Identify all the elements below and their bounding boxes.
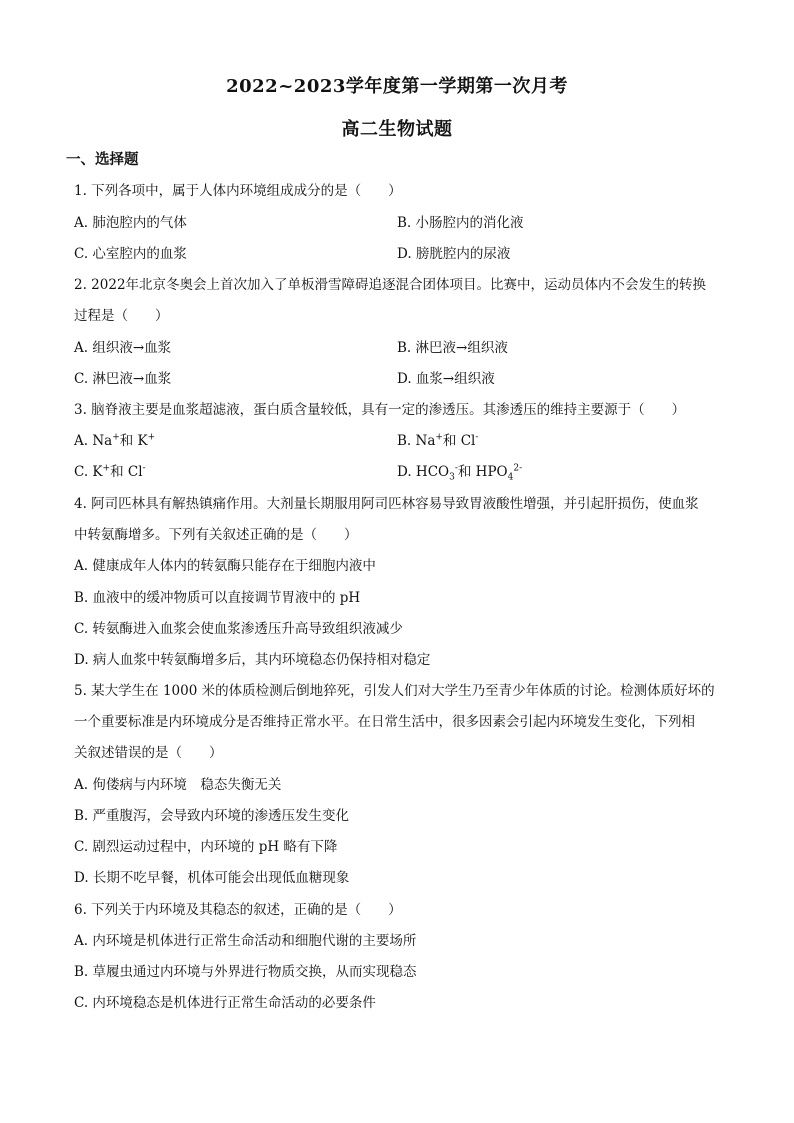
q2-option-a: A. 组织液→血浆 bbox=[74, 340, 172, 356]
q3-option-c: C. K+和 Cl- bbox=[74, 463, 146, 480]
q5-option-a: A. 佝偻病与内环境 稳态失衡无关 bbox=[74, 777, 282, 793]
q5-option-b: B. 严重腹泻，会导致内环境的渗透压发生变化 bbox=[74, 808, 350, 824]
q6-option-b: B. 草履虫通过内环境与外界进行物质交换，从而实现稳态 bbox=[74, 964, 417, 980]
q4-option-a: A. 健康成年人体内的转氨酶只能存在于细胞内液中 bbox=[74, 558, 376, 574]
q1-option-b: B. 小肠腔内的消化液 bbox=[397, 215, 524, 231]
section-heading: 一、选择题 bbox=[66, 151, 139, 168]
q4-option-c: C. 转氨酶进入血浆会使血浆渗透压升高导致组织液减少 bbox=[74, 621, 403, 637]
question-5-stem-line-1: 5. 某大学生在 1000 米的体质检测后倒地猝死，引发人们对大学生乃至青少年体质的讨论。检测体质好坏的 bbox=[74, 683, 715, 699]
q1-option-d: D. 膀胱腔内的尿液 bbox=[397, 246, 511, 262]
question-5-stem-line-2: 一个重要标准是内环境成分是否维持正常水平。在日常生活中，很多因素会引起内环境发生变化，下列相 bbox=[74, 714, 695, 730]
exam-title: 2022~2023学年度第一学期第一次月考 bbox=[226, 76, 568, 97]
q1-option-a: A. 肺泡腔内的气体 bbox=[74, 215, 187, 231]
q5-option-d: D. 长期不吃早餐，机体可能会出现低血糖现象 bbox=[74, 870, 350, 886]
question-5-stem-line-3: 关叙述错误的是（ ） bbox=[74, 745, 223, 761]
question-1-stem: 1. 下列各项中，属于人体内环境组成成分的是（ ） bbox=[74, 183, 402, 199]
question-2-stem-line-1: 2. 2022年北京冬奥会上首次加入了单板滑雪障碍追逐混合团体项目。比赛中，运动员体内不会发生的转换 bbox=[74, 277, 707, 293]
question-3-stem: 3. 脑脊液主要是血浆超滤液，蛋白质含量较低，具有一定的渗透压。其渗透压的维持主要源于（ ） bbox=[74, 402, 686, 418]
q5-option-c: C. 剧烈运动过程中，内环境的 pH 略有下降 bbox=[74, 839, 338, 855]
q1-option-c: C. 心室腔内的血浆 bbox=[74, 246, 187, 262]
exam-subtitle: 高二生物试题 bbox=[341, 119, 453, 140]
q4-option-d: D. 病人血浆中转氨酶增多后，其内环境稳态仍保持相对稳定 bbox=[74, 652, 431, 668]
q2-option-d: D. 血浆→组织液 bbox=[397, 371, 495, 387]
q4-option-b: B. 血液中的缓冲物质可以直接调节胃液中的 pH bbox=[74, 590, 361, 606]
q3-option-b: B. Na+和 Cl- bbox=[397, 432, 479, 449]
q6-option-a: A. 内环境是机体进行正常生命活动和细胞代谢的主要场所 bbox=[74, 933, 417, 949]
question-2-stem-line-2: 过程是（ ） bbox=[74, 308, 169, 324]
question-4-stem-line-1: 4. 阿司匹林具有解热镇痛作用。大剂量长期服用阿司匹林容易导致胃液酸性增强，并引起肝损伤，使血浆 bbox=[74, 496, 699, 512]
question-4-stem-line-2: 中转氨酶增多。下列有关叙述正确的是（ ） bbox=[74, 527, 358, 543]
question-6-stem: 6. 下列关于内环境及其稳态的叙述，正确的是（ ） bbox=[74, 902, 402, 918]
q2-option-c: C. 淋巴液→血浆 bbox=[74, 371, 172, 387]
q2-option-b: B. 淋巴液→组织液 bbox=[397, 340, 508, 356]
q3-option-a: A. Na+和 K+ bbox=[74, 432, 156, 449]
q6-option-c: C. 内环境稳态是机体进行正常生命活动的必要条件 bbox=[74, 995, 376, 1011]
q3-option-d: D. $HCO_3^-$和 $HPO_4^{2-}$ bbox=[397, 463, 523, 483]
